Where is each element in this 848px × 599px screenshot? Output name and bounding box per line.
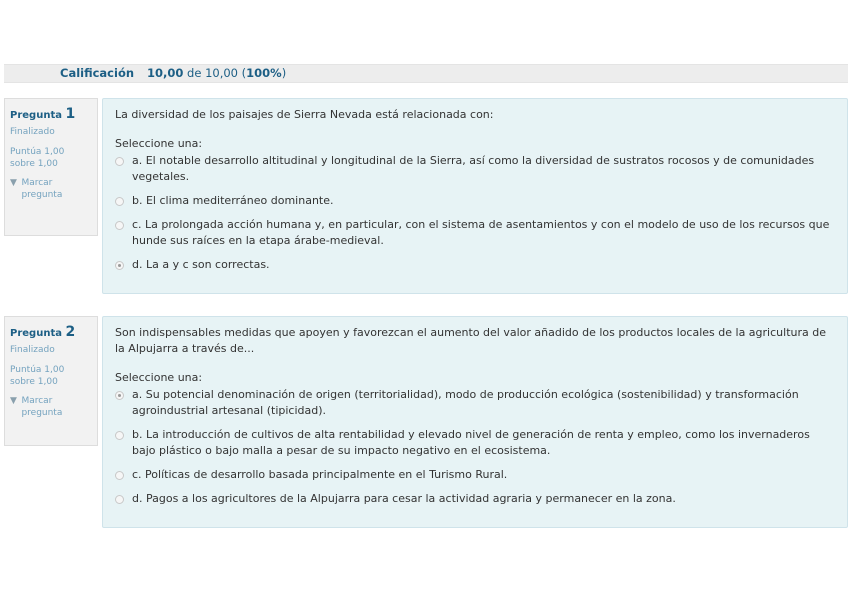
question-score-line1: Puntúa 1,00 bbox=[10, 364, 65, 375]
answer-option-d[interactable] bbox=[115, 257, 835, 273]
question-label: Pregunta bbox=[10, 110, 62, 121]
flag-question-label: Marcar pregunta bbox=[21, 396, 63, 418]
radio-button[interactable] bbox=[115, 495, 124, 504]
answer-option-text: a. El notable desarrollo altitudinal y longitudinal de la Sierra, así como la diversidad de sustratos rocosos y de comunidades vegetales. bbox=[132, 153, 815, 183]
answer-option-a[interactable] bbox=[115, 153, 835, 185]
answer-option-text: c. Políticas de desarrollo basada principalmente en el Turismo Rural. bbox=[132, 467, 508, 481]
question-state: Finalizado bbox=[10, 127, 55, 138]
answer-option-text: b. El clima mediterráneo dominante. bbox=[132, 193, 334, 207]
question-state: Finalizado bbox=[10, 345, 55, 356]
flag-icon: ▼ bbox=[10, 396, 17, 407]
answer-option-text: a. Su potencial denominación de origen (territorialidad), modo de producción ecológica (sostenibilidad) y transformación agroindustrial artesanal (tipicidad). bbox=[132, 387, 799, 417]
answer-option-text: c. La prolongada acción humana y, en particular, con el sistema de asentamientos y con el modelo de uso de los recursos que hunde sus raíces en la etapa árabe-medieval. bbox=[132, 217, 830, 247]
grade-score: 10,00 bbox=[147, 66, 184, 80]
flag-question-link[interactable] bbox=[10, 178, 92, 201]
question-label: Pregunta bbox=[10, 328, 62, 339]
grade-summary-bar bbox=[4, 64, 848, 83]
question-title bbox=[10, 105, 92, 123]
grade-value bbox=[147, 66, 286, 80]
question-info-1 bbox=[4, 98, 98, 236]
question-grade bbox=[10, 365, 92, 388]
grade-label: Calificación bbox=[60, 66, 135, 80]
answer-option-b[interactable] bbox=[115, 193, 835, 209]
radio-button-selected[interactable] bbox=[115, 261, 124, 270]
answer-option-c[interactable] bbox=[115, 217, 835, 249]
question-text: Son indispensables medidas que apoyen y favorezcan el aumento del valor añadido de los productos locales de la agricultura de la Alpujarra a través de... bbox=[115, 326, 826, 355]
question-grade bbox=[10, 147, 92, 170]
question-title bbox=[10, 323, 92, 341]
answer-option-text: d. Pagos a los agricultores de la Alpujarra para cesar la actividad agraria y permanecer en la zona. bbox=[132, 491, 676, 505]
radio-button[interactable] bbox=[115, 221, 124, 230]
question-score-line2: sobre 1,00 bbox=[10, 376, 58, 387]
question-content-1 bbox=[102, 98, 848, 294]
radio-button[interactable] bbox=[115, 431, 124, 440]
answer-prompt: Seleccione una: bbox=[115, 370, 203, 384]
answer-option-text: b. La introducción de cultivos de alta rentabilidad y elevado nivel de generación de renta y empleo, como los invernaderos bajo plástico o bajo malla a pesar de su impacto negativo en el ecosistema. bbox=[132, 427, 810, 457]
answer-option-a[interactable] bbox=[115, 387, 835, 419]
grade-percent: 100% bbox=[246, 66, 282, 80]
question-score-line1: Puntúa 1,00 bbox=[10, 146, 65, 157]
flag-question-link[interactable] bbox=[10, 396, 92, 419]
answer-option-text: d. La a y c son correctas. bbox=[132, 257, 270, 271]
answer-option-b[interactable] bbox=[115, 427, 835, 459]
question-content-2 bbox=[102, 316, 848, 528]
question-text: La diversidad de los paisajes de Sierra Nevada está relacionada con: bbox=[115, 108, 494, 121]
question-score-line2: sobre 1,00 bbox=[10, 158, 58, 169]
radio-button[interactable] bbox=[115, 471, 124, 480]
flag-icon: ▼ bbox=[10, 178, 17, 189]
answer-option-c[interactable] bbox=[115, 467, 835, 483]
question-number: 2 bbox=[65, 324, 76, 340]
radio-button[interactable] bbox=[115, 197, 124, 206]
grade-close: ) bbox=[281, 66, 287, 80]
flag-question-label: Marcar pregunta bbox=[21, 178, 63, 200]
answer-prompt: Seleccione una: bbox=[115, 136, 203, 150]
question-info-2 bbox=[4, 316, 98, 446]
radio-button-selected[interactable] bbox=[115, 391, 124, 400]
question-number: 1 bbox=[65, 106, 76, 122]
answer-option-d[interactable] bbox=[115, 491, 835, 507]
grade-suffix: de 10,00 ( bbox=[187, 66, 247, 80]
radio-button[interactable] bbox=[115, 157, 124, 166]
